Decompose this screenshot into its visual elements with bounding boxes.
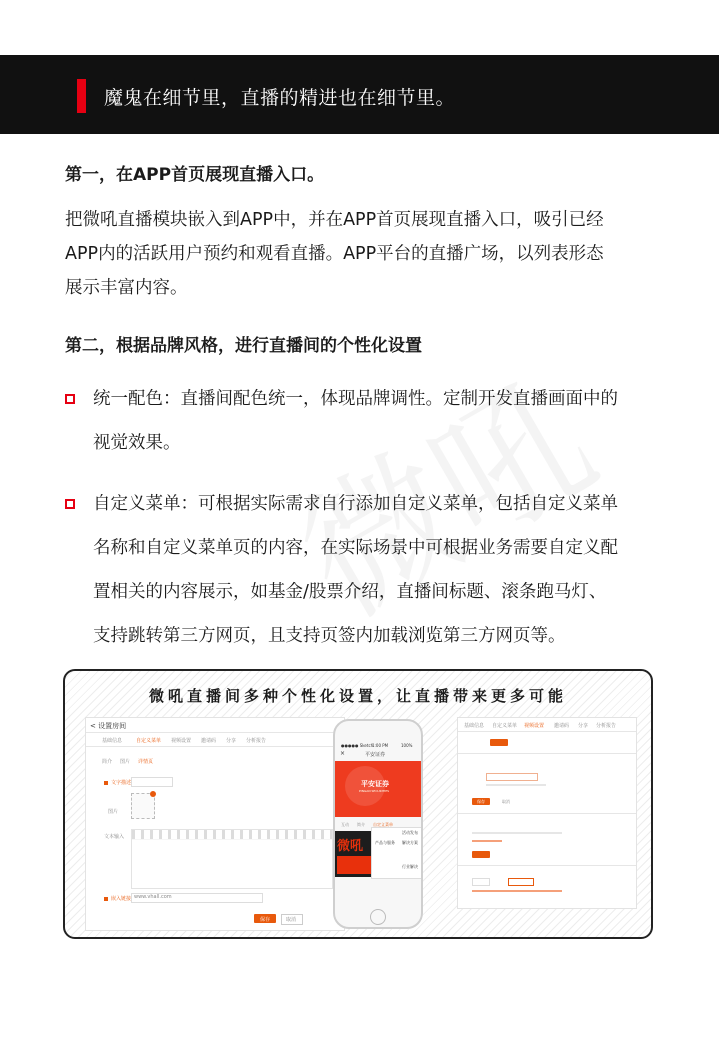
phone-time: 1:00 PM: [372, 743, 389, 748]
hero-title: 平安证券: [361, 780, 389, 788]
menu-item[interactable]: 活动发布: [402, 830, 418, 835]
subtab[interactable]: 简介: [102, 759, 113, 765]
placeholder-line: [472, 832, 562, 834]
phone-tab[interactable]: 互动: [341, 822, 349, 827]
section1-heading: 第一，在APP首页展现直播入口。: [65, 165, 325, 185]
upload-badge-icon: [150, 791, 156, 797]
phone-title: 平安证券: [365, 752, 386, 758]
hero-subtitle: PINGAN SECURITIES: [359, 789, 390, 793]
cancel-label: 取消: [286, 917, 297, 923]
rich-text-editor[interactable]: [131, 829, 333, 889]
panel-header[interactable]: < 设置房间: [90, 722, 127, 730]
option-box[interactable]: [472, 878, 490, 886]
placeholder-line: [486, 784, 546, 786]
right-tab[interactable]: 分享: [578, 723, 589, 729]
header-banner: [0, 55, 719, 134]
bullet-line: 名称和自定义菜单页的内容，在实际场景中可根据业务需要自定义配: [93, 538, 618, 558]
right-tab[interactable]: 分析报告: [596, 723, 617, 729]
section1-line: 展示丰富内容。: [65, 278, 188, 298]
home-button[interactable]: [370, 909, 386, 925]
subtab[interactable]: 图片: [120, 759, 131, 765]
bullet-line: 自定义菜单：可根据实际需求自行添加自定义菜单，包括自定义菜单: [93, 494, 618, 514]
field-label: 文字描述: [111, 780, 132, 786]
orange-note: [472, 890, 562, 892]
panel-tab[interactable]: 分享: [226, 738, 237, 744]
panel-tab[interactable]: 分析报告: [246, 738, 267, 744]
banner-text: 魔鬼在细节里，直播的精进也在细节里。: [104, 87, 456, 109]
phone-tab[interactable]: 简介: [357, 822, 365, 827]
field-label: 文本输入: [104, 834, 125, 840]
phone-hero: [335, 761, 421, 817]
orange-button[interactable]: [490, 739, 508, 746]
section1-line: 把微吼直播模块嵌入到APP中，并在APP首页展现直播入口，吸引已经: [65, 210, 604, 230]
bullet-text-menu: [93, 482, 663, 658]
menu-item[interactable]: 行业解决: [402, 864, 418, 869]
illustration-frame: [63, 669, 653, 939]
panel-tab[interactable]: 视频设置: [171, 738, 192, 744]
search-input[interactable]: [486, 773, 538, 781]
illustration-title: 微吼直播间多种个性化设置，让直播带来更多可能: [148, 687, 567, 705]
menu-item[interactable]: 产品与服务: [375, 840, 395, 845]
phone-status-bar: ●●●●● Sketch: [341, 743, 374, 748]
field-label: 图片: [108, 809, 119, 815]
left-settings-panel: [85, 717, 345, 931]
close-icon[interactable]: ×: [340, 750, 346, 757]
save-label: 保存: [477, 799, 485, 804]
orange-tag: [472, 840, 502, 842]
bullet-line: 视觉效果。: [93, 433, 181, 453]
save-label: 保存: [260, 917, 271, 923]
bullet-text-color: [93, 377, 663, 465]
right-settings-panel: [457, 717, 637, 909]
phone-dropdown-menu: [371, 827, 423, 879]
phone-battery: 100%: [401, 743, 413, 748]
panel-tab[interactable]: 基础信息: [102, 738, 123, 744]
section1-paragraph: [65, 203, 660, 305]
bullet-icon: [65, 499, 75, 509]
section-marker: [104, 781, 108, 785]
section1-line: APP内的活跃用户预约和观看直播。APP平台的直播广场，以列表形态: [65, 244, 604, 264]
right-tab[interactable]: 邀请码: [554, 723, 570, 729]
panel-tab[interactable]: 邀请码: [201, 738, 217, 744]
bullet-line: 置相关的内容展示，如基金/股票介绍，直播间标题、滚条跑马灯、: [93, 582, 607, 602]
menu-item[interactable]: 解决方案: [402, 840, 418, 845]
save-button[interactable]: [472, 851, 490, 858]
right-tab[interactable]: 基础信息: [464, 723, 485, 729]
bullet-line: 统一配色：直播间配色统一，体现品牌调性。定制开发直播画面中的: [93, 389, 618, 409]
section2-heading: 第二，根据品牌风格，进行直播间的个性化设置: [65, 336, 422, 356]
phone-tab-active[interactable]: 自定义菜单: [373, 822, 393, 827]
text-input[interactable]: [131, 777, 173, 787]
banner-accent-bar: [77, 79, 86, 113]
bullet-icon: [65, 394, 75, 404]
cancel-label[interactable]: 取消: [502, 799, 510, 804]
field-label: 嵌入链接: [111, 896, 132, 902]
subtab-active[interactable]: 详情页: [138, 759, 154, 765]
panel-tab-active[interactable]: 自定义菜单: [136, 738, 162, 744]
option-box-active[interactable]: [508, 878, 534, 886]
link-input[interactable]: www.vhall.com: [131, 893, 263, 903]
phone-mockup: [333, 719, 423, 929]
right-tab[interactable]: 自定义菜单: [492, 723, 518, 729]
right-tab-active[interactable]: 视频设置: [524, 723, 545, 729]
section-marker: [104, 897, 108, 901]
bullet-line: 支持跳转第三方网页，且支持页签内加载浏览第三方网页等。: [93, 626, 566, 646]
phone-logo: 微吼: [337, 839, 364, 854]
